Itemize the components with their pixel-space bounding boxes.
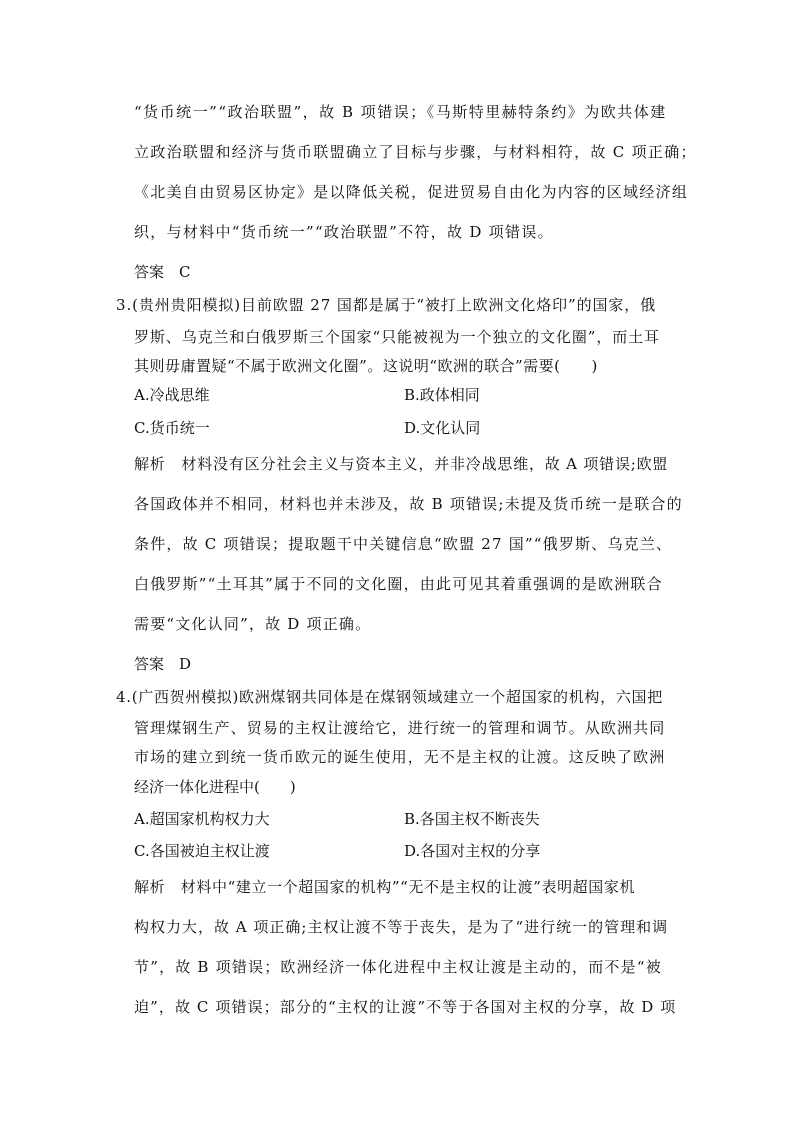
question-stem: 经济一体化进程中( ) [134, 778, 296, 796]
question-stem: 其则毋庸置疑“不属于欧洲文化圈”。这说明“欧洲的联合”需要( ) [134, 357, 598, 375]
analysis-line: 节”，故 B 项错误；欧洲经济一体化进程中主权让渡是主动的，而不是“被 [134, 958, 662, 976]
text-line: 《北美自由贸易区协定》是以降低关税，促进贸易自由化为内容的区域经济组 [134, 183, 689, 201]
option-d: D.各国对主权的分享 [404, 842, 541, 860]
analysis-line: 白俄罗斯”“土耳其”属于不同的文化圈，由此可见其着重强调的是欧洲联合 [134, 575, 663, 593]
analysis-line: 迫”，故 C 项错误；部分的“主权的让渡”不等于各国对主权的分享，故 D 项 [134, 998, 677, 1016]
question-stem: 管理煤钢生产、贸易的主权让渡给它，进行统一的管理和调节。从欧洲共同 [134, 719, 666, 737]
option-d: D.文化认同 [404, 419, 481, 437]
text-line: 织，与材料中“货币统一”“政治联盟”不符，故 D 项错误。 [134, 223, 554, 241]
question-stem: 4.(广西贺州模拟)欧洲煤钢共同体是在煤钢领域建立一个超国家的机构，六国把 [116, 688, 663, 706]
answer-line: 答案 C [134, 263, 191, 281]
question-stem: 罗斯、乌克兰和白俄罗斯三个国家“只能被视为一个独立的文化圈”，而土耳 [134, 328, 660, 346]
analysis-line: 需要“文化认同”，故 D 项正确。 [134, 615, 372, 633]
option-a: A.冷战思维 [134, 386, 210, 404]
analysis-line: 解析 材料中“建立一个超国家的机构”“无不是主权的让渡”表明超国家机 [134, 878, 636, 896]
analysis-line: 条件，故 C 项错误；提取题干中关键信息“欧盟 27 国”“俄罗斯、乌克兰、 [134, 535, 673, 553]
option-b: B.各国主权不断丧失 [404, 810, 540, 828]
analysis-line: 解析 材料没有区分社会主义与资本主义，并非冷战思维，故 A 项错误;欧盟 [134, 455, 669, 473]
question-stem: 市场的建立到统一货币欧元的诞生使用，无不是主权的让渡。这反映了欧洲 [134, 748, 666, 766]
option-b: B.政体相同 [404, 386, 480, 404]
analysis-line: 构权力大，故 A 项正确;主权让渡不等于丧失，是为了“进行统一的管理和调 [134, 918, 669, 936]
answer-line: 答案 D [134, 655, 192, 673]
text-line: 立政治联盟和经济与货币联盟确立了目标与步骤，与材料相符，故 C 项正确； [134, 143, 697, 161]
option-c: C.各国被迫主权让渡 [134, 842, 270, 860]
option-a: A.超国家机构权力大 [134, 810, 270, 828]
question-stem: 3.(贵州贵阳模拟)目前欧盟 27 国都是属于“被打上欧洲文化烙印”的国家，俄 [116, 296, 657, 314]
text-line: “货币统一”“政治联盟”，故 B 项错误；《马斯特里赫特条约》为欧共体建 [134, 103, 667, 121]
option-c: C.货币统一 [134, 419, 210, 437]
analysis-line: 各国政体并不相同，材料也并未涉及，故 B 项错误;未提及货币统一是联合的 [134, 495, 683, 513]
